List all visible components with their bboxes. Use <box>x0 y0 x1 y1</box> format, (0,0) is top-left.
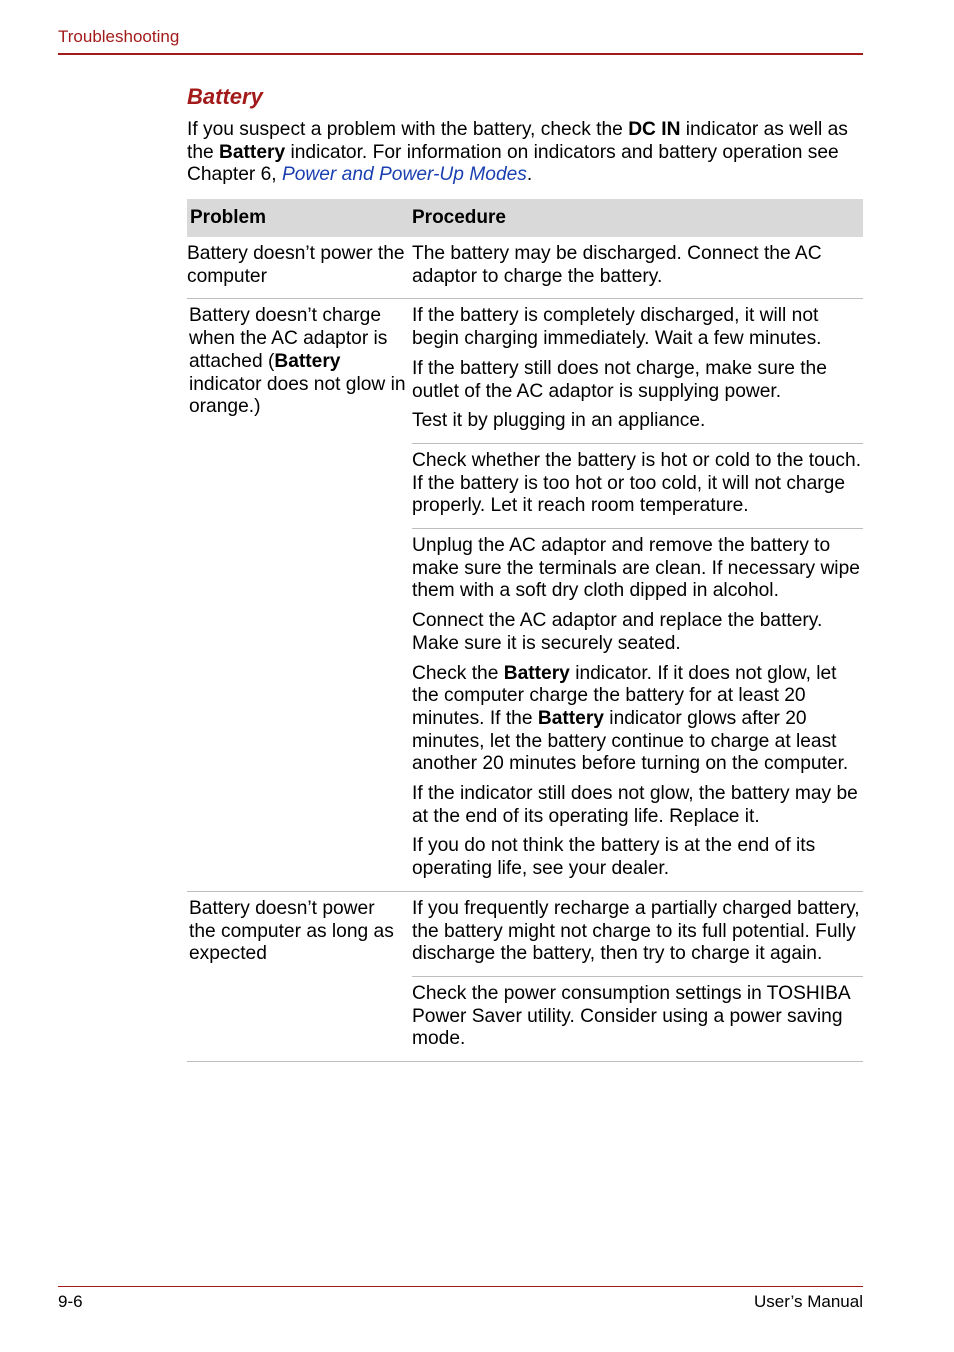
intro-text: indicator. For information on indicators and battery operation see Chapter 6, <box>187 141 839 186</box>
procedure-bold: Battery <box>503 662 570 684</box>
troubleshooting-table <box>187 199 863 1062</box>
procedure-span: indicator glows after 20 minutes, let the battery continue to charge at least another 20 minutes before turning on the computer. <box>412 707 849 775</box>
header-rule <box>58 53 863 55</box>
procedure-span: Check the <box>412 662 504 684</box>
intro-bold-dcin: DC IN <box>628 119 681 140</box>
procedure-text: Unplug the AC adaptor and remove the battery to make sure the terminals are clean. If necessary wipe them with a soft dry cloth dipped in alcohol. <box>412 535 860 602</box>
procedure-text: If the indicator still does not glow, the battery may be at the end of its operating life. Replace it. <box>412 783 858 827</box>
column-header-procedure: Procedure <box>412 207 506 228</box>
procedure-text: Test it by plugging in an appliance. <box>412 410 706 432</box>
procedure-group <box>412 299 863 890</box>
section-title: Battery <box>187 84 263 109</box>
procedure-group <box>412 237 863 298</box>
procedure-bold: Battery <box>537 707 604 729</box>
table-header <box>187 199 863 237</box>
procedure-cell <box>412 299 863 443</box>
intro-text: . <box>526 164 533 186</box>
intro-text: indicator as well as the <box>187 119 848 163</box>
procedure-text: Check the power consumption settings in TOSHIBA Power Saver utility. Consider using a power saving mode. <box>412 982 850 1050</box>
problem-cell <box>187 299 412 890</box>
problem-cell: Battery doesn’t power the computer <box>187 243 405 287</box>
table-row <box>187 892 863 1062</box>
procedure-text: Check whether the battery is hot or cold to the touch. If the battery is too hot or too cold, it will not charge properly. Let it reach room temperature. <box>412 449 862 517</box>
procedure-cell <box>412 443 863 528</box>
procedure-text <box>412 663 863 777</box>
intro-bold-battery: Battery <box>219 141 286 163</box>
intro-text: If you suspect a problem with the battery, check the <box>187 119 629 140</box>
procedure-text: If the battery still does not charge, make sure the outlet of the AC adaptor is supplying power. <box>412 357 827 402</box>
procedure-text: If you do not think the battery is at the end of its operating life, see your dealer. <box>412 835 816 880</box>
page-number: 9-6 <box>58 1292 83 1311</box>
procedure-cell <box>412 892 863 976</box>
procedure-text: If you frequently recharge a partially charged battery, the battery might not charge to its full potential. Fully discharge the battery, then try to charge it again. <box>412 897 860 965</box>
procedure-span: indicator. If it does not glow, let the computer charge the battery for at least 20 minutes. If the <box>412 662 837 729</box>
procedure-cell <box>412 528 863 891</box>
running-header: Troubleshooting <box>58 27 180 46</box>
procedure-cell <box>412 237 863 298</box>
problem-text: indicator does not glow in orange.) <box>189 373 406 418</box>
manual-title: User’s Manual <box>754 1292 863 1311</box>
chapter-link[interactable]: Power and Power-Up Modes <box>281 164 527 186</box>
procedure-text: Connect the AC adaptor and replace the battery. Make sure it is securely seated. <box>412 610 823 654</box>
procedure-text: The battery may be discharged. Connect the AC adaptor to charge the battery. <box>412 243 822 287</box>
footer-rule <box>58 1286 863 1287</box>
procedure-group <box>412 892 863 1061</box>
column-header-problem: Problem <box>190 207 267 228</box>
problem-cell: Battery doesn’t power the computer as long as expected <box>189 897 394 965</box>
procedure-cell <box>412 976 863 1061</box>
problem-text: Battery doesn’t charge when the AC adaptor is attached ( <box>189 305 388 372</box>
table-row <box>187 237 863 299</box>
table-row <box>187 299 863 891</box>
problem-bold: Battery <box>274 350 341 372</box>
intro-paragraph <box>187 119 867 187</box>
procedure-text: If the battery is completely discharged, it will not begin charging immediately. Wait a few minutes. <box>412 305 822 350</box>
